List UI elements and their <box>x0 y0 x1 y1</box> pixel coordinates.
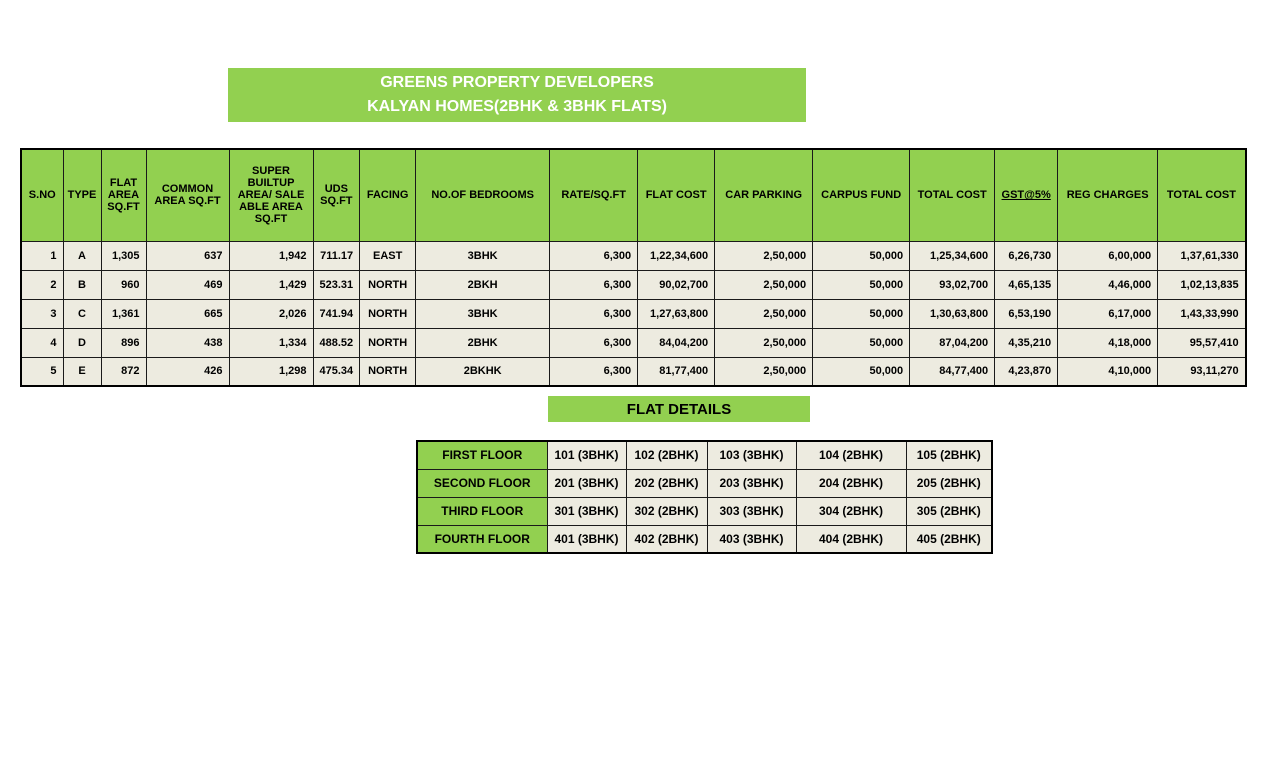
cell-total-cost-2: 1,37,61,330 <box>1158 241 1246 270</box>
cell-car-parking: 2,50,000 <box>715 241 813 270</box>
header-total-cost-1: TOTAL COST <box>910 149 995 241</box>
header-rate: RATE/SQ.FT <box>550 149 638 241</box>
cell-gst: 4,65,135 <box>995 270 1058 299</box>
cell-total-cost-2: 1,43,33,990 <box>1158 299 1246 328</box>
cell-facing: NORTH <box>360 357 416 386</box>
cell-flat-cost: 81,77,400 <box>638 357 715 386</box>
table-row <box>21 299 1246 328</box>
floor-row <box>417 469 992 497</box>
table-row <box>21 241 1246 270</box>
flat-cell: 403 (3BHK) <box>707 525 796 553</box>
header-row <box>21 149 1246 241</box>
header-total-cost-2: TOTAL COST <box>1158 149 1246 241</box>
cell-flat-area: 1,361 <box>101 299 146 328</box>
floor-row <box>417 525 992 553</box>
cell-super-builtup: 2,026 <box>229 299 313 328</box>
cell-reg-charges: 4,10,000 <box>1058 357 1158 386</box>
cell-gst: 4,23,870 <box>995 357 1058 386</box>
cell-car-parking: 2,50,000 <box>715 328 813 357</box>
cell-super-builtup: 1,334 <box>229 328 313 357</box>
header-type: TYPE <box>63 149 101 241</box>
cell-carpus-fund: 50,000 <box>813 270 910 299</box>
cell-facing: EAST <box>360 241 416 270</box>
pricing-table-container <box>20 148 1247 387</box>
cell-carpus-fund: 50,000 <box>813 328 910 357</box>
floor-row <box>417 497 992 525</box>
cell-rate: 6,300 <box>550 270 638 299</box>
header-facing: FACING <box>360 149 416 241</box>
table-row <box>21 270 1246 299</box>
cell-bedrooms: 3BHK <box>416 299 550 328</box>
cell-type: D <box>63 328 101 357</box>
flat-cell: 402 (2BHK) <box>626 525 707 553</box>
flat-details-banner <box>548 396 810 422</box>
flat-cell: 105 (2BHK) <box>906 441 992 469</box>
header-gst-link[interactable]: GST@5% <box>995 149 1058 241</box>
floors-table <box>416 440 993 554</box>
cell-flat-cost: 84,04,200 <box>638 328 715 357</box>
flat-cell: 202 (2BHK) <box>626 469 707 497</box>
cell-flat-area: 872 <box>101 357 146 386</box>
floors-table-container <box>416 440 993 554</box>
cell-flat-area: 1,305 <box>101 241 146 270</box>
cell-bedrooms: 2BKHK <box>416 357 550 386</box>
flat-cell: 103 (3BHK) <box>707 441 796 469</box>
cell-type: E <box>63 357 101 386</box>
cell-total-cost-1: 1,25,34,600 <box>910 241 995 270</box>
flat-cell: 305 (2BHK) <box>906 497 992 525</box>
cell-sno: 3 <box>21 299 63 328</box>
cell-uds: 711.17 <box>313 241 360 270</box>
flat-details-title: FLAT DETAILS <box>626 400 732 418</box>
cell-rate: 6,300 <box>550 328 638 357</box>
cell-carpus-fund: 50,000 <box>813 241 910 270</box>
cell-gst: 6,53,190 <box>995 299 1058 328</box>
floor-label: THIRD FLOOR <box>417 497 547 525</box>
table-row <box>21 357 1246 386</box>
cell-super-builtup: 1,942 <box>229 241 313 270</box>
cell-bedrooms: 2BHK <box>416 328 550 357</box>
cell-total-cost-2: 1,02,13,835 <box>1158 270 1246 299</box>
flat-cell: 401 (3BHK) <box>547 525 626 553</box>
cell-facing: NORTH <box>360 270 416 299</box>
flat-cell: 201 (3BHK) <box>547 469 626 497</box>
floor-label: SECOND FLOOR <box>417 469 547 497</box>
cell-total-cost-1: 93,02,700 <box>910 270 995 299</box>
flat-cell: 304 (2BHK) <box>796 497 906 525</box>
header-common-area: COMMON AREA SQ.FT <box>146 149 229 241</box>
cell-gst: 6,26,730 <box>995 241 1058 270</box>
cell-sno: 5 <box>21 357 63 386</box>
cell-flat-area: 960 <box>101 270 146 299</box>
cell-facing: NORTH <box>360 299 416 328</box>
header-reg-charges: REG CHARGES <box>1058 149 1158 241</box>
flat-cell: 104 (2BHK) <box>796 441 906 469</box>
cell-common-area: 426 <box>146 357 229 386</box>
cell-uds: 741.94 <box>313 299 360 328</box>
floor-row <box>417 441 992 469</box>
floor-label: FIRST FLOOR <box>417 441 547 469</box>
cell-total-cost-1: 1,30,63,800 <box>910 299 995 328</box>
header-flat-area: FLAT AREA SQ.FT <box>101 149 146 241</box>
cell-reg-charges: 4,18,000 <box>1058 328 1158 357</box>
title-banner <box>228 68 806 122</box>
cell-reg-charges: 6,00,000 <box>1058 241 1158 270</box>
cell-super-builtup: 1,298 <box>229 357 313 386</box>
cell-carpus-fund: 50,000 <box>813 357 910 386</box>
header-sno: S.NO <box>21 149 63 241</box>
flat-cell: 405 (2BHK) <box>906 525 992 553</box>
cell-uds: 475.34 <box>313 357 360 386</box>
cell-gst: 4,35,210 <box>995 328 1058 357</box>
cell-facing: NORTH <box>360 328 416 357</box>
header-bedrooms: NO.OF BEDROOMS <box>416 149 550 241</box>
cell-flat-area: 896 <box>101 328 146 357</box>
flat-cell: 102 (2BHK) <box>626 441 707 469</box>
cell-bedrooms: 3BHK <box>416 241 550 270</box>
cell-total-cost-1: 87,04,200 <box>910 328 995 357</box>
flat-cell: 302 (2BHK) <box>626 497 707 525</box>
cell-flat-cost: 1,27,63,800 <box>638 299 715 328</box>
floor-label: FOURTH FLOOR <box>417 525 547 553</box>
flat-cell: 301 (3BHK) <box>547 497 626 525</box>
cell-rate: 6,300 <box>550 357 638 386</box>
cell-type: A <box>63 241 101 270</box>
cell-carpus-fund: 50,000 <box>813 299 910 328</box>
cell-reg-charges: 6,17,000 <box>1058 299 1158 328</box>
cell-reg-charges: 4,46,000 <box>1058 270 1158 299</box>
cell-uds: 523.31 <box>313 270 360 299</box>
flat-cell: 303 (3BHK) <box>707 497 796 525</box>
header-flat-cost: FLAT COST <box>638 149 715 241</box>
flat-cell: 101 (3BHK) <box>547 441 626 469</box>
title-line1: GREENS PROPERTY DEVELOPERS <box>380 74 654 91</box>
cell-total-cost-1: 84,77,400 <box>910 357 995 386</box>
header-car-parking: CAR PARKING <box>715 149 813 241</box>
cell-common-area: 438 <box>146 328 229 357</box>
cell-rate: 6,300 <box>550 241 638 270</box>
header-uds: UDS SQ.FT <box>313 149 360 241</box>
cell-car-parking: 2,50,000 <box>715 299 813 328</box>
flat-cell: 203 (3BHK) <box>707 469 796 497</box>
flat-cell: 205 (2BHK) <box>906 469 992 497</box>
cell-rate: 6,300 <box>550 299 638 328</box>
cell-uds: 488.52 <box>313 328 360 357</box>
cell-flat-cost: 90,02,700 <box>638 270 715 299</box>
header-carpus-fund: CARPUS FUND <box>813 149 910 241</box>
flat-cell: 204 (2BHK) <box>796 469 906 497</box>
cell-car-parking: 2,50,000 <box>715 270 813 299</box>
cell-total-cost-2: 93,11,270 <box>1158 357 1246 386</box>
cell-sno: 1 <box>21 241 63 270</box>
pricing-table <box>20 148 1247 387</box>
cell-bedrooms: 2BKH <box>416 270 550 299</box>
cell-common-area: 637 <box>146 241 229 270</box>
title-line2: KALYAN HOMES(2BHK & 3BHK FLATS) <box>367 98 667 115</box>
cell-common-area: 665 <box>146 299 229 328</box>
cell-car-parking: 2,50,000 <box>715 357 813 386</box>
table-row <box>21 328 1246 357</box>
cell-super-builtup: 1,429 <box>229 270 313 299</box>
cell-type: C <box>63 299 101 328</box>
flat-cell: 404 (2BHK) <box>796 525 906 553</box>
cell-sno: 4 <box>21 328 63 357</box>
cell-sno: 2 <box>21 270 63 299</box>
cell-common-area: 469 <box>146 270 229 299</box>
cell-type: B <box>63 270 101 299</box>
cell-total-cost-2: 95,57,410 <box>1158 328 1246 357</box>
header-super-builtup: SUPER BUILTUP AREA/ SALE ABLE AREA SQ.FT <box>229 149 313 241</box>
cell-flat-cost: 1,22,34,600 <box>638 241 715 270</box>
